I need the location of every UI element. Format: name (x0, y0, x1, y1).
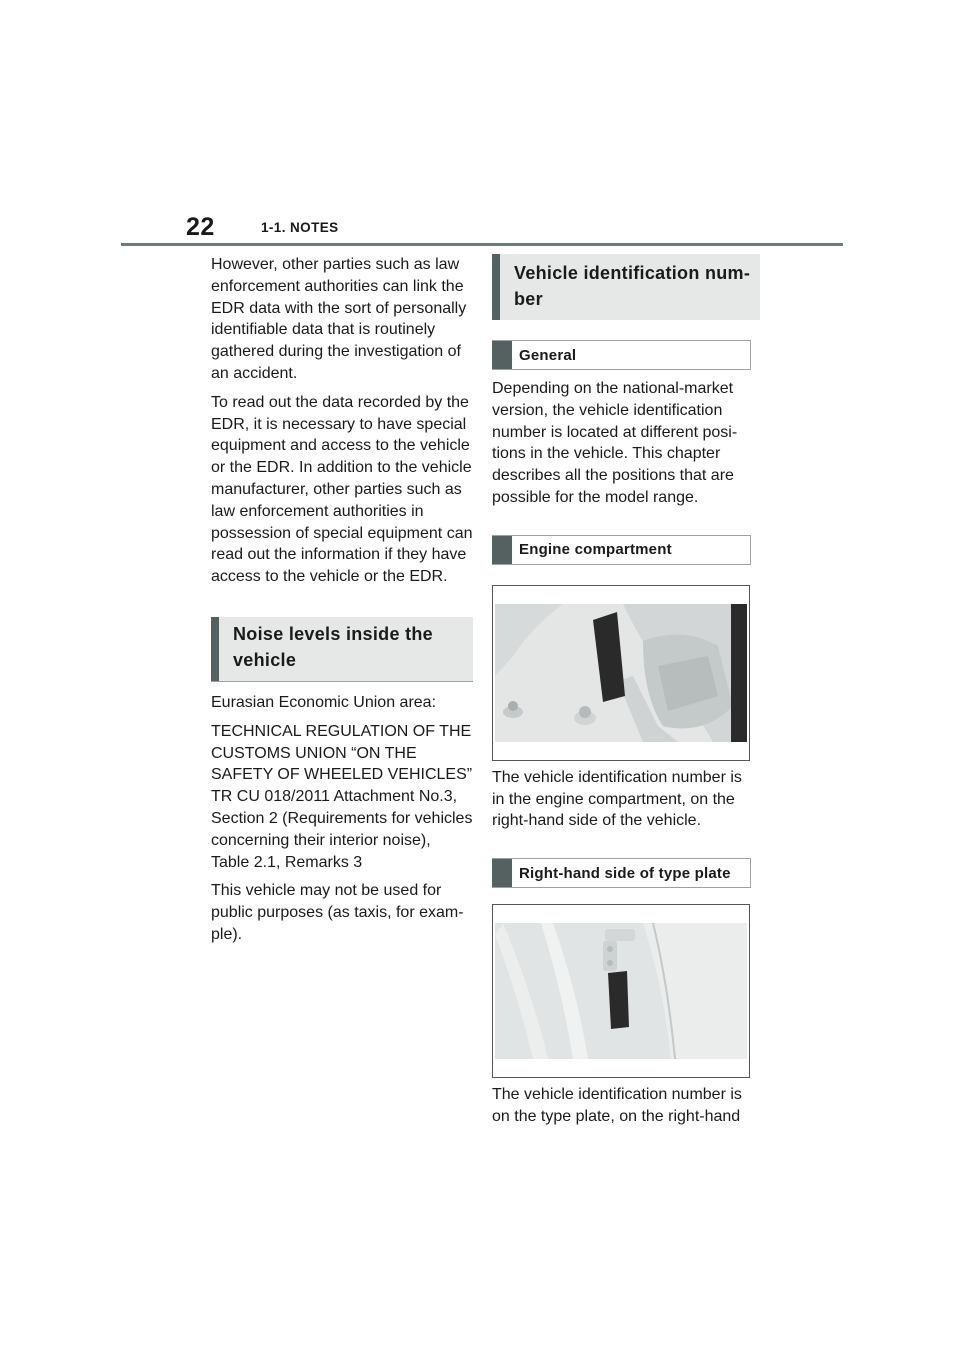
subheading-general (492, 340, 751, 370)
subheading-marker (492, 536, 512, 564)
left-column (211, 254, 473, 953)
subheading-type-plate (492, 858, 751, 888)
subheading-marker (492, 341, 512, 369)
paragraph-eurasian-area: Eurasian Economic Union area: (211, 693, 437, 711)
type-plate-figure (492, 904, 750, 1078)
engine-compartment-illustration (493, 586, 749, 760)
paragraph-engine-vin: The vehicle identification number is in the engine compartment, on the right-hand side of the vehicle. (492, 768, 742, 830)
subheading-marker (492, 859, 512, 887)
section-heading-vin (492, 254, 760, 320)
section-heading-noise-text: Noise levels inside the vehicle (233, 623, 433, 670)
paragraph-public-use: This vehicle may not be used for public purposes (as taxis, for example). (211, 882, 464, 943)
paragraph-vin-general: Depending on the national-market version, the vehicle identification number is located at different positions in the vehicle. This chapter describes all the positions that are possible for the model range. (492, 380, 738, 506)
subheading-engine-text: Engine compartment (519, 541, 672, 559)
page-number: 22 (186, 213, 215, 241)
paragraph-edr-readout: To read out the data recorded by the EDR, it is necessary to have special equipment and access to the vehicle or the EDR. In addition to the vehicle manufacturer, other parties such as law enforcement authorities in possession of special equipment can read out the information if they have access to the vehicle or the EDR. (211, 393, 473, 586)
subheading-general-text: General (519, 346, 577, 364)
right-column (492, 254, 754, 1135)
paragraph-technical-regulation: TECHNICAL REGULATION OF THE CUSTOMS UNION “ON THE SAFETY OF WHEELED VEHICLES” TR CU 018/2011 Attachment No.3, Section 2 (Requirements for vehicles concerning their interior noise), Table 2.1, Remarks 3 (211, 722, 473, 871)
type-plate-illustration (493, 905, 749, 1077)
subheading-engine-compartment (492, 535, 751, 565)
paragraph-type-plate-vin: The vehicle identification number is on the type plate, on the right-hand (492, 1086, 742, 1125)
engine-compartment-figure (492, 585, 750, 761)
section-heading-noise (211, 617, 473, 681)
header-divider (121, 243, 843, 246)
chapter-title: 1-1. NOTES (261, 220, 339, 235)
section-heading-vin-text: Vehicle identification number (514, 263, 750, 309)
paragraph-edr-linking: However, other parties such as law enforcement authorities can link the EDR data with the sort of personally identifiable data that is routinely gathered during the investigation of an accident. (211, 256, 467, 382)
heading-underline (211, 681, 473, 682)
subheading-type-plate-text: Right-hand side of type plate (519, 864, 731, 882)
